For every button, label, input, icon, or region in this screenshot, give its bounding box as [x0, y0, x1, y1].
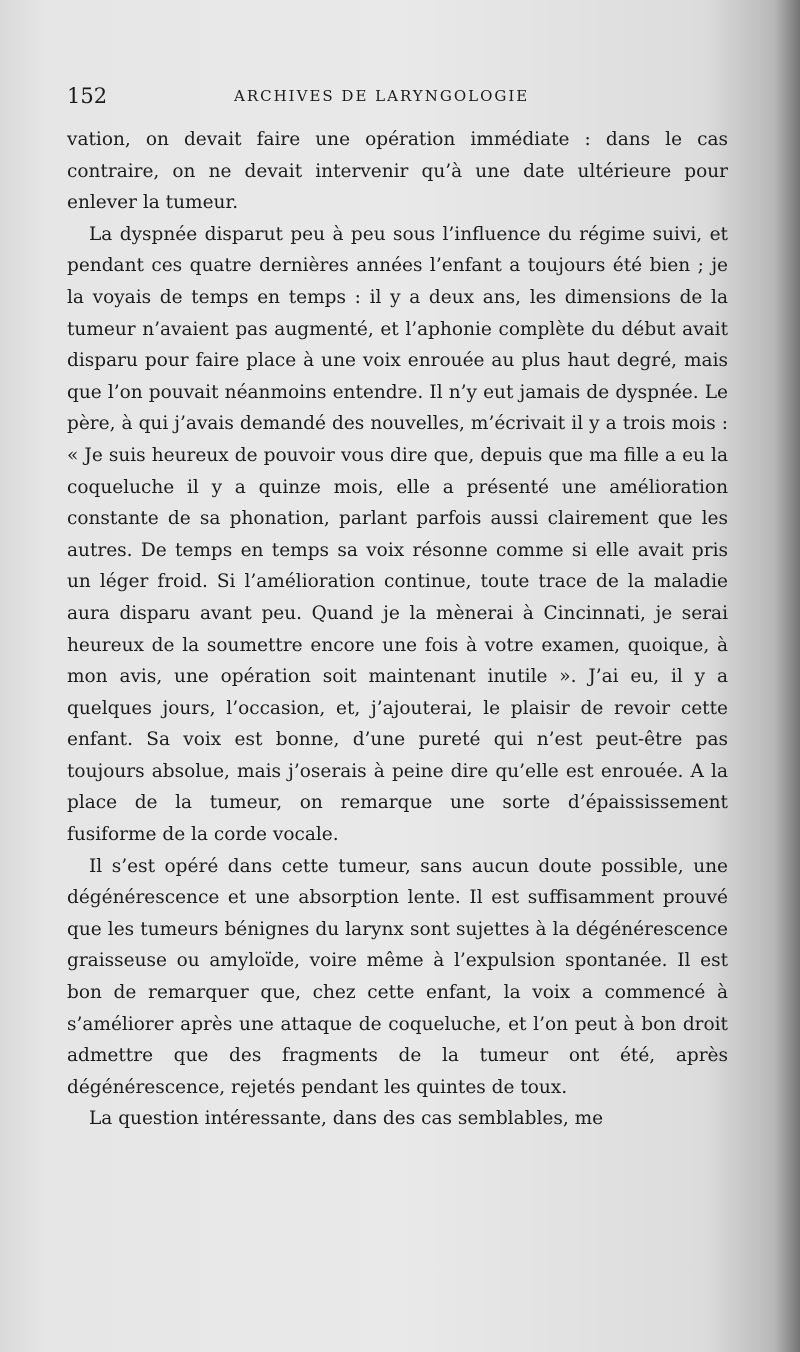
page-number: 152 [67, 84, 108, 108]
page-header [67, 84, 727, 114]
paragraph: Il s’est opéré dans cette tumeur, sans aucun doute possible, une dégénérescence et une absorption lente. Il est suffisamment prouvé que les tumeurs bénignes du larynx sont sujettes à la dégénérescence graisseuse ou amyloïde, voire même à l’expulsion spontanée. Il est bon de remarquer que, chez cette enfant, la voix a commencé à s’améliorer après une attaque de coqueluche, et l’on peut à bon droit admettre que des fragments de la tumeur ont été, après dégénérescence, rejetés pendant les quintes de toux. [67, 855, 728, 1098]
running-head: ARCHIVES DE LARYNGOLOGIE [234, 87, 530, 105]
paragraph: La dyspnée disparut peu à peu sous l’influence du régime suivi, et pendant ces quatre dernières années l’enfant a toujours été bien ; je la voyais de temps en temps : il y a deux ans, les dimensions de la tumeur n’avaient pas augmenté, et l’aphonie complète du début avait disparu pour faire place à une voix enrouée au plus haut degré, mais que l’on pouvait néanmoins entendre. Il n’y eut jamais de dyspnée. Le père, à qui j’avais demandé des nouvelles, m’écrivait il y a trois mois : « Je suis heureux de pouvoir vous dire que, depuis que ma fille a eu la coqueluche il y a quinze mois, elle a présenté une amélioration constante de sa phonation, parlant parfois aussi clairement que les autres. De temps en temps sa voix résonne comme si elle avait pris un léger froid. Si l’amélioration continue, toute trace de la maladie aura disparu avant peu. Quand je la mènerai à Cincinnati, je serai heureux de la soumettre encore une fois à votre examen, quoique, à mon avis, une opération soit maintenant inutile ». J’ai eu, il y a quelques jours, l’occasion, et, j’ajouterai, le plaisir de revoir cette enfant. Sa voix est bonne, d’une pureté qui n’est peut-être pas toujours absolue, mais j’oserais à peine dire qu’elle est enrouée. A la place de la tumeur, on remarque une sorte d’épaississement fusiforme de la corde vocale. [67, 223, 728, 846]
paragraph: La question intéressante, dans des cas semblables, me [89, 1108, 604, 1130]
body-text [67, 124, 728, 1135]
paragraph-continuation: vation, on devait faire une opération immédiate : dans le cas contraire, on ne devait intervenir qu’à une date ultérieure pour enlever la tumeur. [67, 129, 728, 214]
page-edge-shadow [774, 0, 800, 1352]
